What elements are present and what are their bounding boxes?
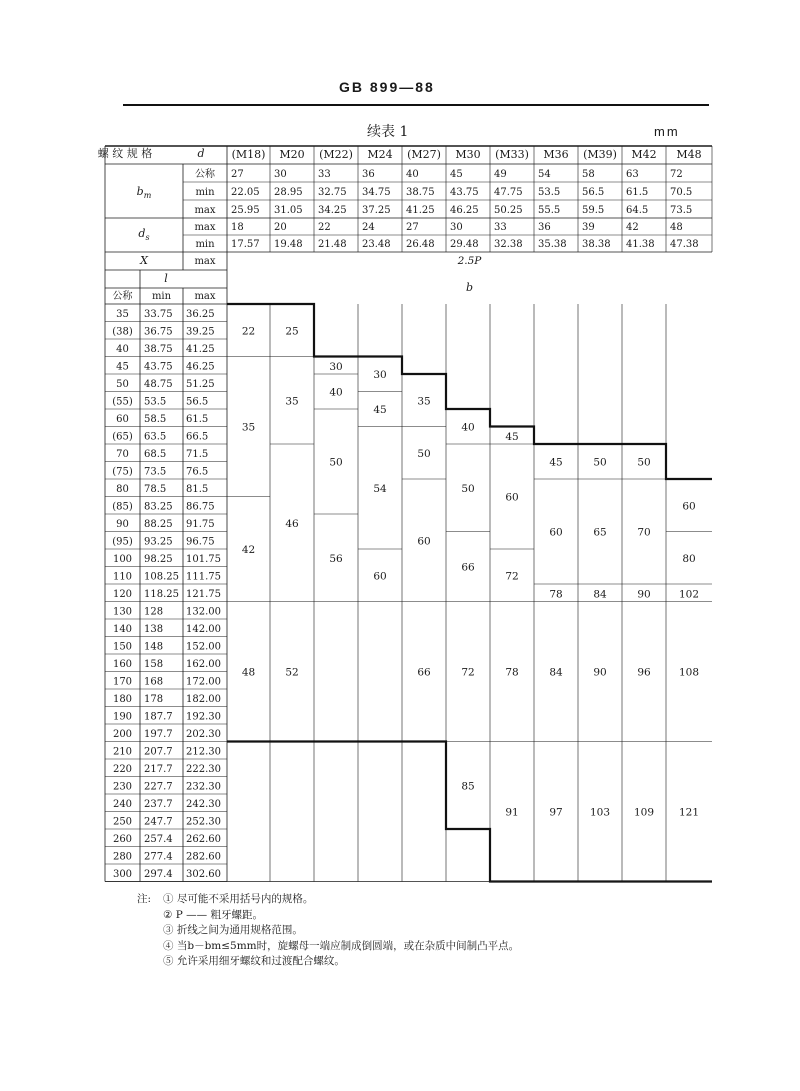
- b-value: 48: [241, 666, 256, 679]
- l-header: min: [151, 291, 172, 302]
- l-max: 302.60: [186, 869, 221, 880]
- l-min: 247.7: [144, 816, 173, 828]
- l-min: 38.75: [144, 344, 173, 355]
- b-value: 85: [461, 780, 475, 793]
- bm-nominal-value: 72: [670, 169, 683, 180]
- bm-nominal-value: 45: [450, 169, 463, 180]
- b-value: 72: [505, 570, 519, 583]
- l-max: 282.60: [186, 851, 221, 863]
- l-min: 148: [144, 641, 164, 653]
- l-max: 172.00: [186, 676, 221, 688]
- l-max: 222.30: [186, 764, 221, 775]
- l-max: 56.5: [186, 396, 209, 408]
- spec-header: M36: [543, 148, 569, 161]
- l-max: 121.75: [186, 589, 221, 600]
- l-max: 101.75: [186, 554, 221, 565]
- ds-max-value: 22: [318, 222, 331, 233]
- l-min: 158: [144, 659, 164, 670]
- l-nominal: 280: [112, 851, 133, 863]
- b-value: 66: [417, 666, 431, 679]
- bm-min-value: 34.75: [362, 187, 391, 198]
- l-min: 58.5: [144, 414, 167, 425]
- b-value: 90: [637, 588, 651, 601]
- l-nominal: 35: [116, 309, 129, 320]
- l-max: 91.75: [186, 519, 215, 530]
- ds-min-value: 19.48: [274, 239, 303, 250]
- l-max: 202.30: [186, 729, 221, 740]
- l-max: 86.75: [186, 501, 215, 513]
- l-min: 108.25: [144, 571, 179, 583]
- spec-header: (M39): [583, 148, 617, 161]
- ds-max-value: 48: [670, 222, 683, 233]
- l-min: 36.75: [144, 326, 173, 338]
- row-max-label: max: [194, 205, 216, 216]
- x-label: X: [140, 254, 148, 267]
- l-max: 192.30: [186, 711, 221, 723]
- b-value: 30: [329, 361, 343, 373]
- l-header: max: [194, 291, 216, 302]
- l-min: 118.25: [144, 589, 179, 600]
- l-min: 93.25: [144, 536, 173, 548]
- ds-max-value: 27: [406, 222, 419, 233]
- l-max: 46.25: [186, 361, 215, 373]
- ds-min-value: 38.38: [582, 239, 611, 250]
- ds-max-value: 39: [582, 222, 595, 233]
- bm-max-value: 37.25: [362, 205, 391, 216]
- l-min: 128: [144, 606, 164, 618]
- b-value: 45: [549, 456, 563, 469]
- l-nominal: 120: [112, 589, 133, 600]
- l-nominal: 150: [112, 641, 133, 653]
- b-value: 109: [633, 806, 655, 819]
- b-value: 72: [461, 666, 475, 679]
- spec-header: (M22): [319, 148, 353, 161]
- ds-min-value: 47.38: [670, 239, 699, 250]
- row-nominal-label: 公称: [195, 169, 215, 180]
- b-value: 103: [589, 806, 611, 819]
- l-nominal: 100: [112, 554, 133, 565]
- ds-max-value: 20: [274, 222, 287, 233]
- bm-nominal-value: 63: [626, 169, 639, 180]
- l-nominal: 80: [116, 484, 129, 495]
- note-text: 允许采用细牙螺纹和过渡配合螺纹。: [176, 955, 345, 968]
- b-value: 60: [417, 535, 431, 548]
- l-max: 96.75: [186, 536, 215, 548]
- bm-min-value: 22.05: [231, 187, 260, 198]
- b-value: 50: [329, 456, 343, 469]
- bm-max-value: 64.5: [626, 205, 649, 216]
- spec-header: M42: [631, 148, 657, 161]
- bm-min-value: 61.5: [626, 187, 649, 198]
- note-text: 当b－bm≤5mm时，旋螺母一端应制成倒圆端，或在杂质中间制凸平点。: [176, 939, 520, 952]
- l-nominal: (85): [112, 501, 133, 513]
- ds-min-value: 17.57: [231, 239, 260, 250]
- b-value: 108: [678, 666, 700, 679]
- l-nominal: 220: [112, 764, 133, 775]
- l-max: 162.00: [186, 659, 221, 670]
- l-min: 277.4: [144, 851, 173, 863]
- l-min: 68.5: [144, 449, 167, 460]
- l-max: 66.5: [186, 431, 209, 443]
- l-min: 63.5: [144, 431, 167, 443]
- b-value: 60: [682, 500, 696, 513]
- bm-max-value: 46.25: [450, 205, 479, 216]
- l-min: 187.7: [144, 711, 173, 723]
- note-mark: ②: [163, 908, 173, 921]
- spec-header: M30: [455, 148, 481, 161]
- b-value: 50: [593, 456, 607, 469]
- bm-nominal-value: 49: [494, 169, 507, 180]
- b-value: 102: [678, 588, 700, 601]
- spec-header: M48: [676, 148, 702, 161]
- note-mark: ③: [163, 924, 174, 937]
- l-min: 178: [144, 694, 164, 705]
- l-nominal: (55): [112, 396, 133, 408]
- b-value: 54: [373, 482, 387, 495]
- l-max: 132.00: [186, 606, 221, 618]
- l-min: 168: [144, 676, 164, 688]
- l-nominal: 140: [112, 624, 133, 635]
- bm-min-value: 43.75: [450, 187, 479, 198]
- ds-max-value: 33: [494, 222, 507, 233]
- b-value: 80: [682, 552, 696, 565]
- b-value: 52: [285, 666, 299, 679]
- b-value: 84: [549, 666, 563, 679]
- b-value: 35: [417, 395, 431, 408]
- l-header: 公称: [112, 291, 133, 302]
- bm-max-value: 25.95: [231, 205, 260, 216]
- l-min: 207.7: [144, 746, 173, 758]
- spec-header: (M33): [495, 148, 529, 161]
- l-nominal: 110: [112, 571, 133, 583]
- l-nominal: 130: [112, 606, 133, 618]
- l-max: 232.30: [186, 781, 221, 793]
- l-min: 73.5: [144, 466, 167, 478]
- l-nominal: 180: [112, 694, 133, 705]
- ds-max-value: 24: [362, 222, 375, 233]
- notes-label: 注:: [137, 893, 152, 905]
- l-max: 39.25: [186, 326, 215, 338]
- b-value: 45: [373, 404, 387, 416]
- l-max: 182.00: [186, 694, 221, 705]
- l-nominal: 50: [116, 379, 129, 390]
- l-min: 83.25: [144, 501, 173, 513]
- l-max: 76.5: [186, 466, 209, 478]
- l-label: l: [164, 272, 168, 285]
- l-min: 217.7: [144, 764, 173, 775]
- l-min: 138: [144, 624, 164, 635]
- bm-max-value: 73.5: [670, 205, 693, 216]
- ds-min-value: 35.38: [538, 239, 567, 250]
- l-min: 98.25: [144, 554, 173, 565]
- bm-max-value: 31.05: [274, 205, 303, 216]
- l-nominal: 230: [112, 781, 133, 793]
- b-value: 78: [505, 666, 519, 679]
- note-3: [137, 923, 519, 939]
- l-nominal: 200: [112, 729, 133, 740]
- b-value: 22: [241, 325, 256, 338]
- bm-min-value: 53.5: [538, 187, 561, 198]
- l-max: 51.25: [186, 379, 215, 390]
- l-max: 262.60: [186, 834, 221, 845]
- b-value: 35: [241, 421, 256, 434]
- l-nominal: 90: [116, 519, 129, 530]
- ds-min-value: 41.38: [626, 239, 655, 250]
- l-nominal: (38): [112, 326, 133, 338]
- bm-nominal-value: 40: [406, 169, 419, 180]
- ds-max-value: 18: [231, 222, 244, 233]
- ds-label: $d_s$: [138, 227, 150, 242]
- note-2: [137, 908, 519, 924]
- l-max: 81.5: [186, 484, 209, 495]
- l-min: 53.5: [144, 396, 167, 408]
- b-value: 65: [593, 526, 607, 539]
- ds-min-value: 29.48: [450, 239, 479, 250]
- x-max-value: 2.5P: [457, 255, 482, 267]
- l-max: 111.75: [186, 571, 221, 583]
- l-max: 36.25: [186, 309, 215, 320]
- upper-range-boundary: [227, 304, 712, 479]
- l-min: 48.75: [144, 379, 173, 390]
- b-value: 90: [593, 666, 607, 679]
- bm-max-value: 34.25: [318, 205, 347, 216]
- l-max: 61.5: [186, 414, 209, 425]
- note-text: P —— 粗牙螺距。: [175, 908, 264, 921]
- b-value: 56: [329, 552, 343, 565]
- ds-max-value: 30: [450, 222, 463, 233]
- b-value: 45: [505, 431, 519, 443]
- l-nominal: 60: [116, 414, 129, 425]
- b-value: 30: [373, 369, 387, 381]
- row-min-label: min: [195, 187, 215, 198]
- bm-min-value: 28.95: [274, 187, 303, 198]
- l-min: 88.25: [144, 519, 173, 530]
- note-mark: ①: [163, 893, 174, 905]
- standard-header: GB 899—88: [339, 79, 435, 95]
- ds-min-value: 23.48: [362, 239, 391, 250]
- l-max: 242.30: [186, 799, 221, 810]
- l-max: 142.00: [186, 624, 221, 635]
- l-nominal: (75): [112, 466, 133, 478]
- bm-min-value: 56.5: [582, 187, 605, 198]
- l-min: 197.7: [144, 729, 173, 740]
- l-nominal: 260: [112, 834, 133, 845]
- spec-header: (M18): [231, 148, 266, 161]
- b-value: 96: [637, 666, 651, 679]
- ds-min-value: 21.48: [318, 239, 347, 250]
- b-value: 66: [461, 561, 475, 574]
- l-nominal: 240: [112, 799, 133, 810]
- spec-label: 螺 纹 规 格: [97, 147, 153, 160]
- l-min: 297.4: [144, 869, 173, 880]
- bm-nominal-value: 33: [318, 169, 331, 180]
- note-4: [137, 939, 519, 955]
- b-value: 46: [285, 517, 299, 530]
- bm-label: $b_m$: [136, 185, 152, 200]
- note-text: 尽可能不采用括号内的规格。: [176, 893, 314, 905]
- l-max: 152.00: [186, 641, 221, 653]
- bm-min-value: 38.75: [406, 187, 435, 198]
- l-nominal: 300: [112, 869, 133, 880]
- b-value: 40: [461, 421, 475, 434]
- l-nominal: 45: [116, 361, 129, 373]
- l-max: 71.5: [186, 449, 209, 460]
- b-value: 97: [549, 806, 563, 819]
- notes-block: [137, 892, 519, 970]
- row-min-label: min: [195, 239, 215, 250]
- l-max: 252.30: [186, 816, 221, 828]
- bm-nominal-value: 30: [274, 169, 287, 180]
- bm-max-value: 41.25: [406, 205, 435, 216]
- unit-label: mm: [654, 124, 680, 139]
- ds-min-value: 26.48: [406, 239, 435, 250]
- b-value: 84: [593, 588, 607, 601]
- note-5: [137, 954, 519, 970]
- b-value: 42: [241, 544, 256, 556]
- l-nominal: 250: [112, 816, 133, 828]
- b-value: 50: [461, 482, 475, 495]
- b-value: 78: [549, 588, 563, 601]
- note-mark: ④: [163, 939, 174, 952]
- l-nominal: (65): [112, 431, 133, 443]
- b-value: 35: [285, 395, 299, 408]
- b-value: 121: [678, 806, 700, 819]
- bm-nominal-value: 27: [231, 169, 244, 180]
- l-min: 227.7: [144, 781, 173, 793]
- bm-nominal-value: 36: [362, 169, 375, 180]
- b-value: 40: [329, 386, 343, 399]
- b-value: 60: [505, 491, 519, 504]
- l-min: 78.5: [144, 484, 167, 495]
- bm-max-value: 55.5: [538, 205, 561, 216]
- l-min: 33.75: [144, 309, 173, 320]
- l-min: 237.7: [144, 799, 173, 810]
- l-nominal: 70: [116, 449, 129, 460]
- note-1: [137, 892, 519, 908]
- l-nominal: 40: [116, 344, 129, 355]
- bm-nominal-value: 58: [582, 169, 595, 180]
- bm-nominal-value: 54: [538, 169, 551, 180]
- l-min: 43.75: [144, 361, 173, 373]
- spec-header: M20: [279, 148, 305, 161]
- bm-min-value: 47.75: [494, 187, 523, 198]
- l-nominal: 210: [112, 746, 133, 758]
- l-max: 41.25: [186, 344, 215, 355]
- table-title: 续表 1: [367, 124, 409, 140]
- bm-min-value: 32.75: [318, 187, 347, 198]
- l-nominal: (95): [112, 536, 133, 548]
- spec-symbol: d: [197, 147, 205, 160]
- row-max-label: max: [194, 256, 216, 267]
- note-mark: ⑤: [163, 955, 174, 968]
- row-max-label: max: [194, 222, 216, 233]
- b-value: 70: [637, 526, 651, 539]
- ds-max-value: 42: [626, 222, 639, 233]
- b-value: 50: [637, 456, 651, 469]
- note-text: 折线之间为通用规格范围。: [176, 924, 303, 937]
- l-nominal: 170: [112, 676, 133, 688]
- l-nominal: 190: [112, 711, 133, 723]
- bm-max-value: 50.25: [494, 205, 523, 216]
- l-max: 212.30: [186, 746, 221, 758]
- b-value: 60: [373, 570, 387, 583]
- ds-min-value: 32.38: [494, 239, 523, 250]
- b-label: b: [465, 281, 474, 294]
- spec-header: M24: [367, 148, 393, 161]
- spec-header: (M27): [407, 148, 441, 161]
- b-value: 60: [549, 526, 563, 539]
- l-min: 257.4: [144, 834, 173, 845]
- bm-min-value: 70.5: [670, 187, 693, 198]
- b-value: 91: [505, 806, 519, 819]
- bm-max-value: 59.5: [582, 205, 605, 216]
- b-value: 25: [285, 325, 299, 338]
- ds-max-value: 36: [538, 222, 551, 233]
- l-nominal: 160: [112, 659, 133, 670]
- b-value: 50: [417, 447, 431, 460]
